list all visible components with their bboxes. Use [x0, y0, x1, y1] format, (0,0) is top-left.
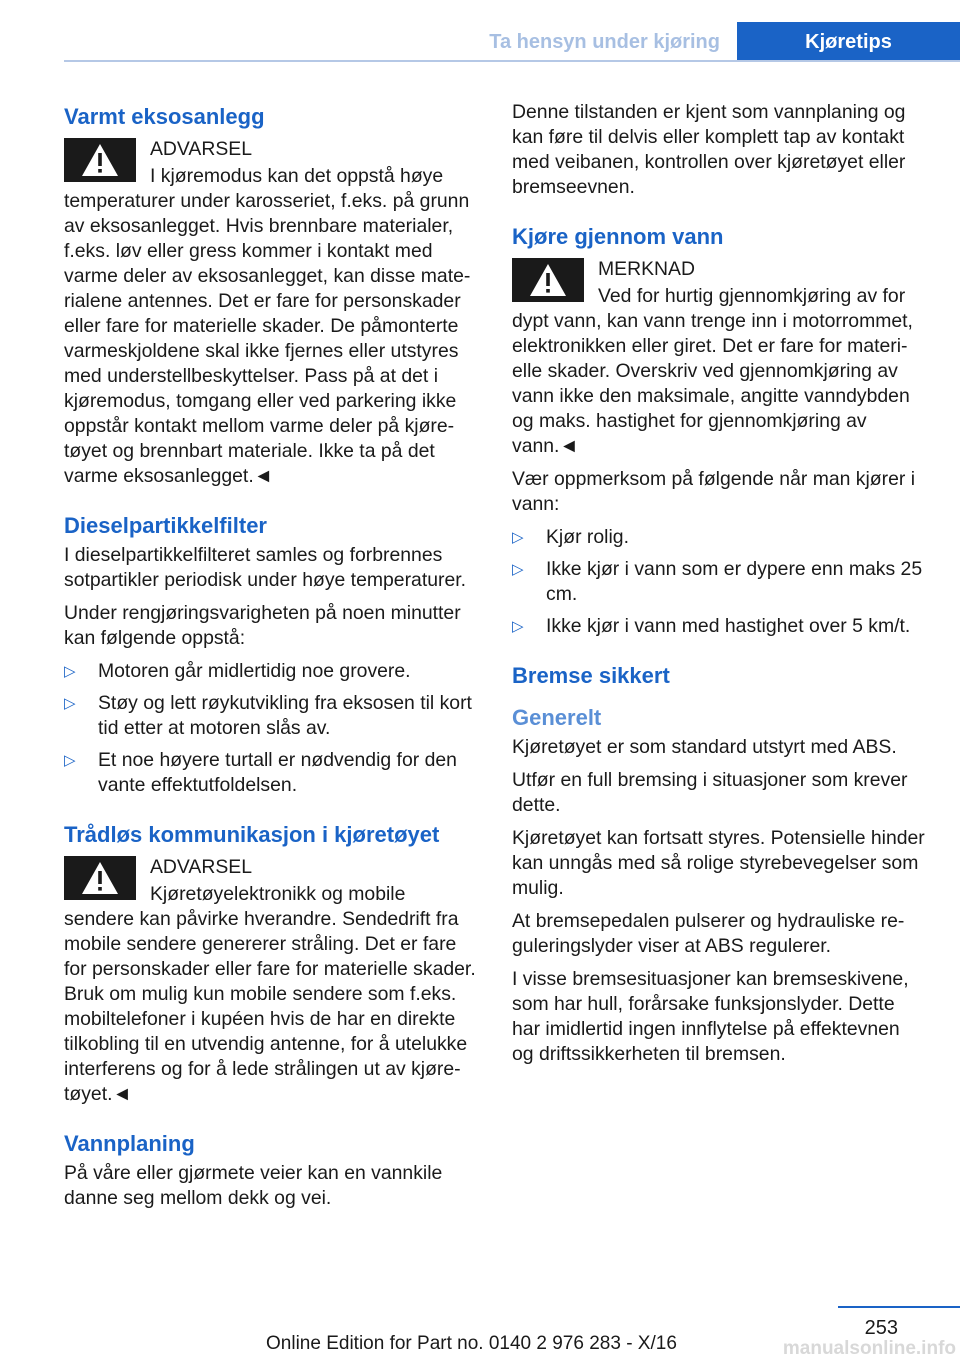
list-item: ▷ Ikke kjør i vann som er dypere enn maks 25 cm.: [512, 558, 923, 605]
triangle-right-icon: ▷: [64, 663, 76, 680]
list-item: ▷ Støy og lett røykutvikling fra eksosen til kort tid etter at motoren slås av.: [64, 692, 472, 739]
subheading-generelt: Generelt: [512, 705, 602, 730]
paragraph: Utfør en full bremsing i situasjoner som krever dette.: [512, 769, 908, 816]
paragraph: At bremsepedalen pulserer og hydrauliske reguleringslyder viser at ABS regulerer.: [512, 910, 905, 957]
triangle-right-icon: ▷: [64, 752, 76, 769]
note-box-water: [512, 254, 926, 459]
header-section-label: Ta hensyn under kjøring: [489, 31, 720, 53]
warning-triangle-icon: [64, 138, 136, 182]
paragraph: På våre eller gjørmete veier kan en vannkile danne seg mellom dekk og vei.: [64, 1162, 443, 1209]
triangle-right-icon: ▷: [512, 529, 524, 546]
list-item: ▷ Et noe høyere turtall er nødvendig for den vante effektutfoldelsen.: [64, 749, 457, 796]
edition-footer: Online Edition for Part no. 0140 2 976 283 - X/16: [266, 1333, 677, 1354]
warning-label: ADVARSEL: [150, 856, 253, 878]
triangle-right-icon: ▷: [64, 695, 76, 712]
header-chapter-tab: Kjøretips: [737, 22, 960, 62]
triangle-right-icon: ▷: [512, 618, 524, 635]
warning-box-exhaust: [64, 134, 478, 489]
paragraph: I dieselpartikkelfilteret samles og forbrennes sotpartikler periodisk under høye temperaturer.: [64, 544, 467, 591]
heading-dieselpartikkelfilter: Dieselpartikkelfilter: [64, 513, 267, 538]
heading-varmt-eksosanlegg: Varmt eksosanlegg: [64, 104, 265, 129]
heading-tradlos-kommunikasjon: Trådløs kommunikasjon i kjøretøyet: [64, 822, 440, 847]
heading-vannplaning: Vannplaning: [64, 1131, 195, 1156]
note-text: Ved for hurtig gjennomkjøring av for dypt vann, kan vann trenge inn i motorrommet, elektronikken eller giret. Det er fare for materielle skader. Overskriv ved gjennomkjøring av vann ikke den maksimale, angitte vanndybden og maks. hastighet for gjennomkjøring av vann.◄: [512, 285, 913, 457]
warning-text: Kjøretøyelektronikk og mobile sendere kan påvirke hverandre. Sendedrift fra mobile sendere genererer stråling. Det er fare for personskader eller fare for materielle skader. Bruk om mulig kun mobile sendere som f.eks. mobiltelefoner i kupéen hvis de har en direkte tilkobling til en utvendig antenne, for å utelukke interferens og for å lede strålingen ut av kjøretøyet.◄: [64, 883, 476, 1105]
triangle-right-icon: ▷: [512, 561, 524, 578]
heading-kjore-gjennom-vann: Kjøre gjennom vann: [512, 224, 724, 249]
warning-label: ADVARSEL: [150, 138, 253, 160]
left-column: [64, 100, 478, 1219]
list-item: ▷ Ikke kjør i vann med hastighet over 5 km/t.: [512, 615, 911, 637]
list-item: ▷ Kjør rolig.: [512, 526, 629, 548]
heading-bremse-sikkert: Bremse sikkert: [512, 663, 670, 688]
list-item: ▷ Motoren går midlertidig noe grovere.: [64, 660, 411, 682]
bullet-list-diesel: [64, 659, 478, 798]
bullet-list-water: [512, 525, 926, 639]
warning-triangle-icon: [64, 856, 136, 900]
page-number: 253: [864, 1317, 898, 1339]
warning-text: I kjøremodus kan det oppstå høye temperaturer under karosseriet, f.eks. på grunn av eksosanlegget. Hvis brennbare materialer, f.eks. løv eller gress kommer i kontakt med varme deler av eksosanlegget, kan disse materialene antennes. Det er fare for personskader eller fare for materielle skader. De påmonterte varmeskjoldene skal ikke fjernes eller utstyres med understellbeskyttelser. Pass på at det i kjøremodus, tomgang eller ved parkering ikke oppstår kontakt mellom varme deler på kjøretøyet og brennbart materiale. Ikke ta på det varme eksosanlegget.◄: [64, 165, 471, 487]
paragraph: Kjøretøyet er som standard utstyrt med ABS.: [512, 736, 897, 758]
header-rule: [64, 60, 960, 62]
note-label: MERKNAD: [598, 258, 695, 280]
paragraph: Denne tilstanden er kjent som vannplaning og kan føre til delvis eller komplett tap av kontakt med veibanen, kontrollen over kjøretøyet eller bremseevnen.: [512, 101, 906, 198]
right-column: [512, 100, 926, 1075]
warning-box-wireless: [64, 852, 478, 1107]
paragraph: Vær oppmerksom på følgende når man kjører i vann:: [512, 468, 916, 515]
paragraph: Under rengjøringsvarigheten på noen minutter kan følgende oppstå:: [64, 602, 461, 649]
warning-triangle-icon: [512, 258, 584, 302]
watermark: manualsonline.info: [782, 1338, 956, 1359]
paragraph: Kjøretøyet kan fortsatt styres. Potensielle hinder kan unngås med så rolige styrebevegelser som mulig.: [512, 827, 925, 899]
paragraph: I visse bremsesituasjoner kan bremseskivene, som har hull, forårsake funksjonslyder. Dette har imidlertid ingen innflytelse på effektevnen og driftssikkerheten til bremsen.: [512, 968, 909, 1065]
page-number-rule: [838, 1306, 960, 1308]
